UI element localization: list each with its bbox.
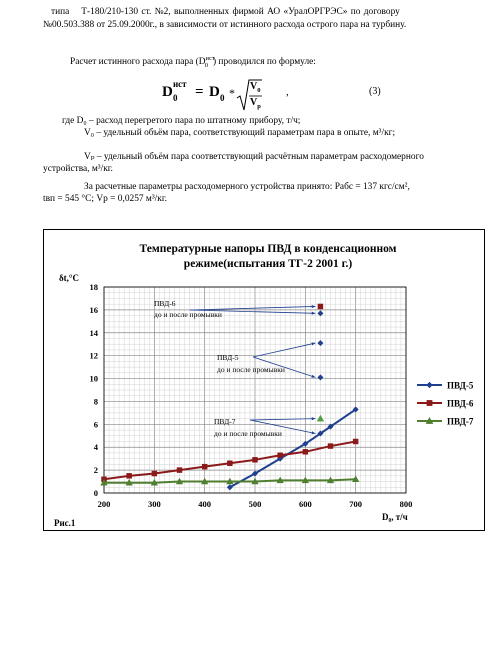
data-point-ПВД-7 — [353, 476, 359, 481]
y-tick-label: 0 — [93, 488, 98, 498]
x-tick-label: 300 — [147, 499, 161, 509]
x-axis-label: D₀, т/ч — [382, 512, 408, 522]
where-line2: V₀ – удельный объём пара, соответствующий параметрам пара в опыте, м³/кг; — [84, 128, 396, 138]
formula-num-sub: 0 — [257, 87, 261, 94]
y-tick-label: 6 — [93, 419, 98, 430]
formula-den-sub: p — [257, 103, 261, 110]
test-point-ПВД-6 — [318, 304, 322, 308]
chart-frame — [43, 229, 485, 531]
formula-lhs — [162, 84, 173, 101]
where-line1: где D₀ – расход перегретого пара по штатному прибору, т/ч; — [62, 116, 301, 126]
x-tick-label: 700 — [349, 499, 363, 509]
data-point-ПВД-7 — [328, 478, 334, 483]
data-point-ПВД-7 — [277, 478, 283, 483]
formula-times: * — [229, 86, 235, 100]
annotation-title: ПВД-6 — [154, 299, 176, 308]
test-point-ПВД-5 — [318, 340, 324, 346]
figure-label: Рис.1 — [54, 518, 76, 528]
formula-number: (3) — [369, 86, 381, 97]
annotation-title: ПВД-5 — [217, 353, 239, 362]
test-point-ПВД-6 — [318, 311, 324, 317]
data-point-ПВД-6 — [177, 468, 181, 472]
data-point-ПВД-6 — [253, 458, 257, 462]
test-point-ПВД-5 — [318, 375, 324, 381]
series-line-ПВД-5 — [230, 409, 356, 487]
formula — [162, 78, 462, 118]
formula-eq: = — [195, 84, 204, 100]
annotation-arrowhead — [312, 431, 316, 434]
calc-intro-sub: 0 — [204, 62, 208, 69]
y-tick-label: 12 — [89, 350, 98, 361]
formula-num-letter: V — [250, 81, 258, 92]
chart — [44, 230, 484, 530]
data-point-ПВД-7 — [202, 479, 208, 484]
annotation-subtitle: до и после промывки — [154, 310, 222, 319]
calc-intro-sup: ист — [205, 55, 215, 62]
params-line1: За расчетные параметры расходомерного устройства принято: Pабс = 137 кгс/см², — [84, 182, 410, 192]
formula-lhs-sup: ист — [173, 79, 187, 89]
data-point-ПВД-6 — [278, 453, 282, 457]
data-point-ПВД-6 — [328, 444, 332, 448]
chart-subtitle: режиме(испытания ТГ-2 2001 г.) — [183, 258, 353, 270]
y-tick-label: 10 — [89, 373, 98, 384]
legend-marker-ПВД-6 — [427, 401, 432, 406]
formula-den — [250, 97, 261, 110]
y-tick-label: 8 — [93, 396, 98, 407]
y-tick-label: 2 — [93, 465, 98, 476]
annotation-arrowhead — [312, 305, 316, 308]
annotation-subtitle: до и после промывки — [217, 365, 285, 374]
annotation-arrow — [190, 306, 315, 310]
calc-intro-text: Расчет истинного расхода пара (D — [70, 57, 206, 68]
calc-intro — [70, 53, 316, 72]
annotation-arrowhead — [312, 312, 316, 315]
data-point-ПВД-7 — [177, 479, 183, 484]
annotation-arrowhead — [311, 375, 315, 378]
formula-den-letter: V — [250, 97, 258, 108]
test-point-ПВД-7 — [318, 416, 324, 421]
y-tick-label: 18 — [89, 282, 98, 292]
chart-title: Температурные напоры ПВД в конденсационном — [139, 243, 397, 255]
x-tick-label: 200 — [97, 499, 111, 509]
data-point-ПВД-6 — [303, 450, 307, 454]
formula-lhs-sub: 0 — [173, 93, 178, 103]
chart-legend — [417, 381, 474, 427]
formula-lhs-letter: D — [162, 84, 173, 100]
y-tick-label: 16 — [89, 304, 98, 315]
y-axis-label: δt,°C — [59, 273, 80, 283]
data-point-ПВД-6 — [202, 464, 206, 468]
data-point-ПВД-7 — [303, 478, 309, 483]
formula-comma: , — [286, 86, 289, 98]
data-point-ПВД-7 — [152, 480, 158, 485]
paragraph-line2: №00.503.388 от 25.09.2000г., в зависимости от истинного расхода острого пара на турбину. — [43, 20, 407, 30]
calc-intro-tail: ) проводился по формуле: — [212, 57, 316, 68]
formula-rhs: D — [209, 84, 220, 100]
where-line3a: Vₚ – удельный объём пара соответствующий расчётным параметрам расходомерного — [84, 152, 424, 162]
data-point-ПВД-6 — [353, 439, 357, 443]
data-point-ПВД-6 — [152, 471, 156, 475]
legend-label-ПВД-7: ПВД-7 — [447, 416, 474, 427]
formula-rhs-sub: 0 — [220, 93, 225, 103]
y-tick-label: 14 — [89, 327, 98, 338]
formula-num — [250, 81, 260, 94]
data-point-ПВД-6 — [127, 474, 131, 478]
paragraph-line1-text: Т-180/210-130 ст. №2, выполненных фирмой АО «УралОРГРЭС» по договору — [81, 7, 400, 17]
y-tick-label: 4 — [93, 442, 98, 453]
legend-label-ПВД-6: ПВД-6 — [447, 398, 474, 409]
paragraph-line1-prefix: типа — [51, 7, 70, 17]
params-line2: tвп = 545 °С; Vp = 0,0257 м³/кг. — [43, 194, 167, 204]
x-tick-label: 500 — [248, 499, 262, 509]
where-line3b: устройства, м³/кг. — [43, 164, 113, 174]
data-point-ПВД-6 — [228, 461, 232, 465]
data-point-ПВД-7 — [227, 479, 233, 484]
legend-label-ПВД-5: ПВД-5 — [447, 380, 474, 391]
annotation-subtitle: до и после промывки — [214, 429, 282, 438]
x-tick-label: 800 — [399, 499, 413, 509]
x-tick-label: 600 — [298, 499, 312, 509]
data-point-ПВД-7 — [252, 479, 258, 484]
paragraph-line1 — [43, 6, 473, 18]
annotation-arrowhead — [312, 417, 316, 420]
x-tick-label: 400 — [198, 499, 212, 509]
data-point-ПВД-7 — [126, 480, 132, 485]
legend-marker-ПВД-5 — [427, 382, 433, 388]
annotation-title: ПВД-7 — [214, 417, 236, 426]
